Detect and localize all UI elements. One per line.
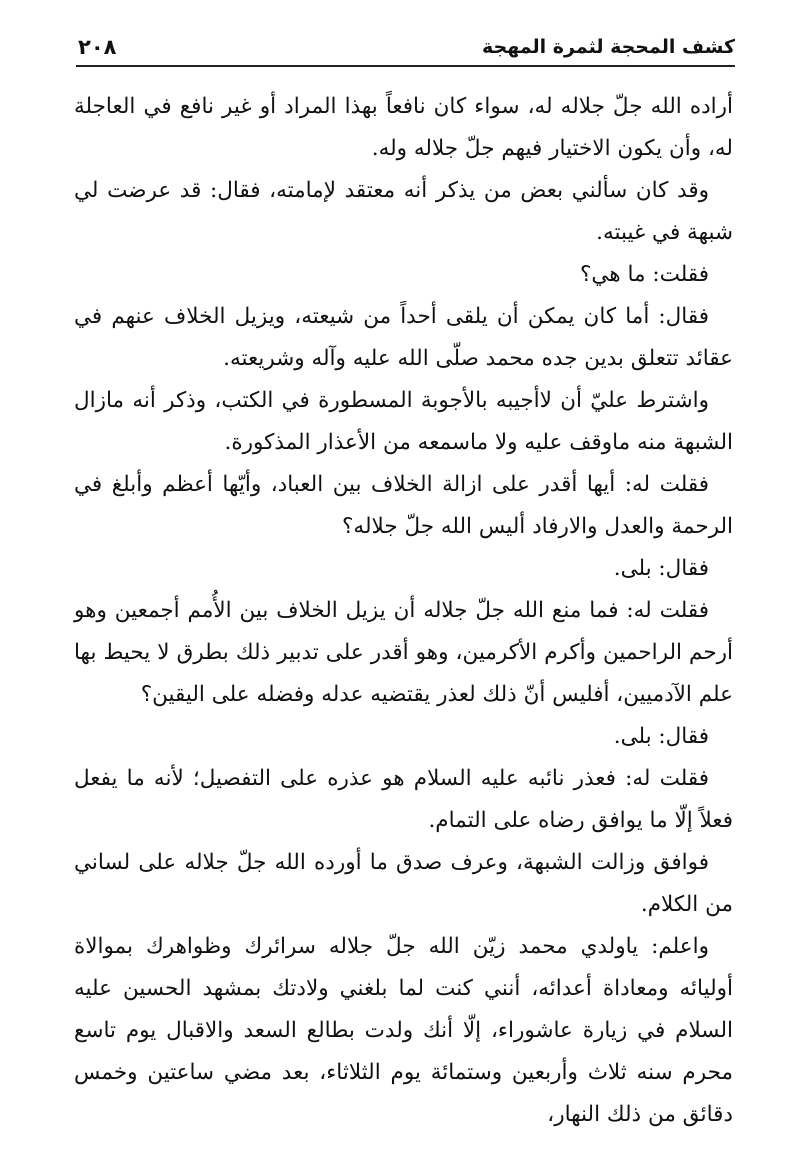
paragraph: وقد كان سألني بعض من يذكر أنه معتقد لإمامته، فقال: قد عرضت لي شبهة في غيبته.: [74, 178, 733, 245]
paragraph: فقلت له: فعذر نائبه عليه السلام هو عذره على التفصيل؛ لأنه ما يفعل فعلاً إلّا ما يوافق رضاه على التمام.: [74, 766, 733, 833]
paragraph: واعلم: ياولدي محمد زيّن الله جلّ جلاله سرائرك وظواهرك بموالاة أوليائه ومعاداة أعدائه، أنني كنت لما بلغني ولادتك بمشهد الحسين عليه السلام في زيارة عاشوراء، إلّا أنك ولدت بطالع السعد والاقبال يوم تاسع محرم سنه ثلاث وأربعين وستمائة يوم الثلاثاء، بعد مضي ساعتين وخمس دقائق من ذلك النهار،: [74, 934, 733, 1127]
header-rule: [76, 65, 735, 67]
paragraph: فقال: أما كان يمكن أن يلقى أحداً من شيعته، ويزيل الخلاف عنهم في عقائد تتعلق بدين جده محمد صلّى الله عليه وآله وشريعته.: [74, 304, 733, 371]
paragraph: فقال: بلى.: [613, 556, 709, 581]
paragraph: فقال: بلى.: [613, 724, 709, 749]
paragraph: فوافق وزالت الشبهة، وعرف صدق ما أورده الله جلّ جلاله على لساني من الكلام.: [74, 850, 733, 917]
running-header: [78, 26, 735, 60]
paragraph: أراده الله جلّ جلاله له، سواء كان نافعاً بهذا المراد أو غير نافع في العاجلة له، وأن يكون الاختيار فيهم جلّ جلاله وله.: [74, 94, 733, 161]
paragraph: فقلت له: أيها أقدر على ازالة الخلاف بين العباد، وأيّها أعظم وأبلغ في الرحمة والعدل والارفاد أليس الله جلّ جلاله؟: [74, 472, 733, 539]
book-title: كشف المحجة لثمرة المهجة: [482, 36, 735, 58]
paragraph: واشترط عليّ أن لاأجيبه بالأجوبة المسطورة في الكتب، وذكر أنه مازال الشبهة منه ماوقف عليه ولا ماسمعه من الأعذار المذكورة.: [74, 388, 733, 455]
paragraph: فقلت له: فما منع الله جلّ جلاله أن يزيل الخلاف بين الأُمم أجمعين وهو أرحم الراحمين وأكرم الأكرمين، وهو أقدر على تدبير ذلك بطرق لا يحيط بها علم الآدميين، أفليس أنّ ذلك لعذر يقتضيه عدله وفضله على اليقين؟: [74, 598, 733, 707]
page-body: [74, 86, 733, 1136]
paragraph: فقلت: ما هي؟: [579, 262, 709, 287]
page-number: ٢٠٨: [78, 35, 117, 59]
